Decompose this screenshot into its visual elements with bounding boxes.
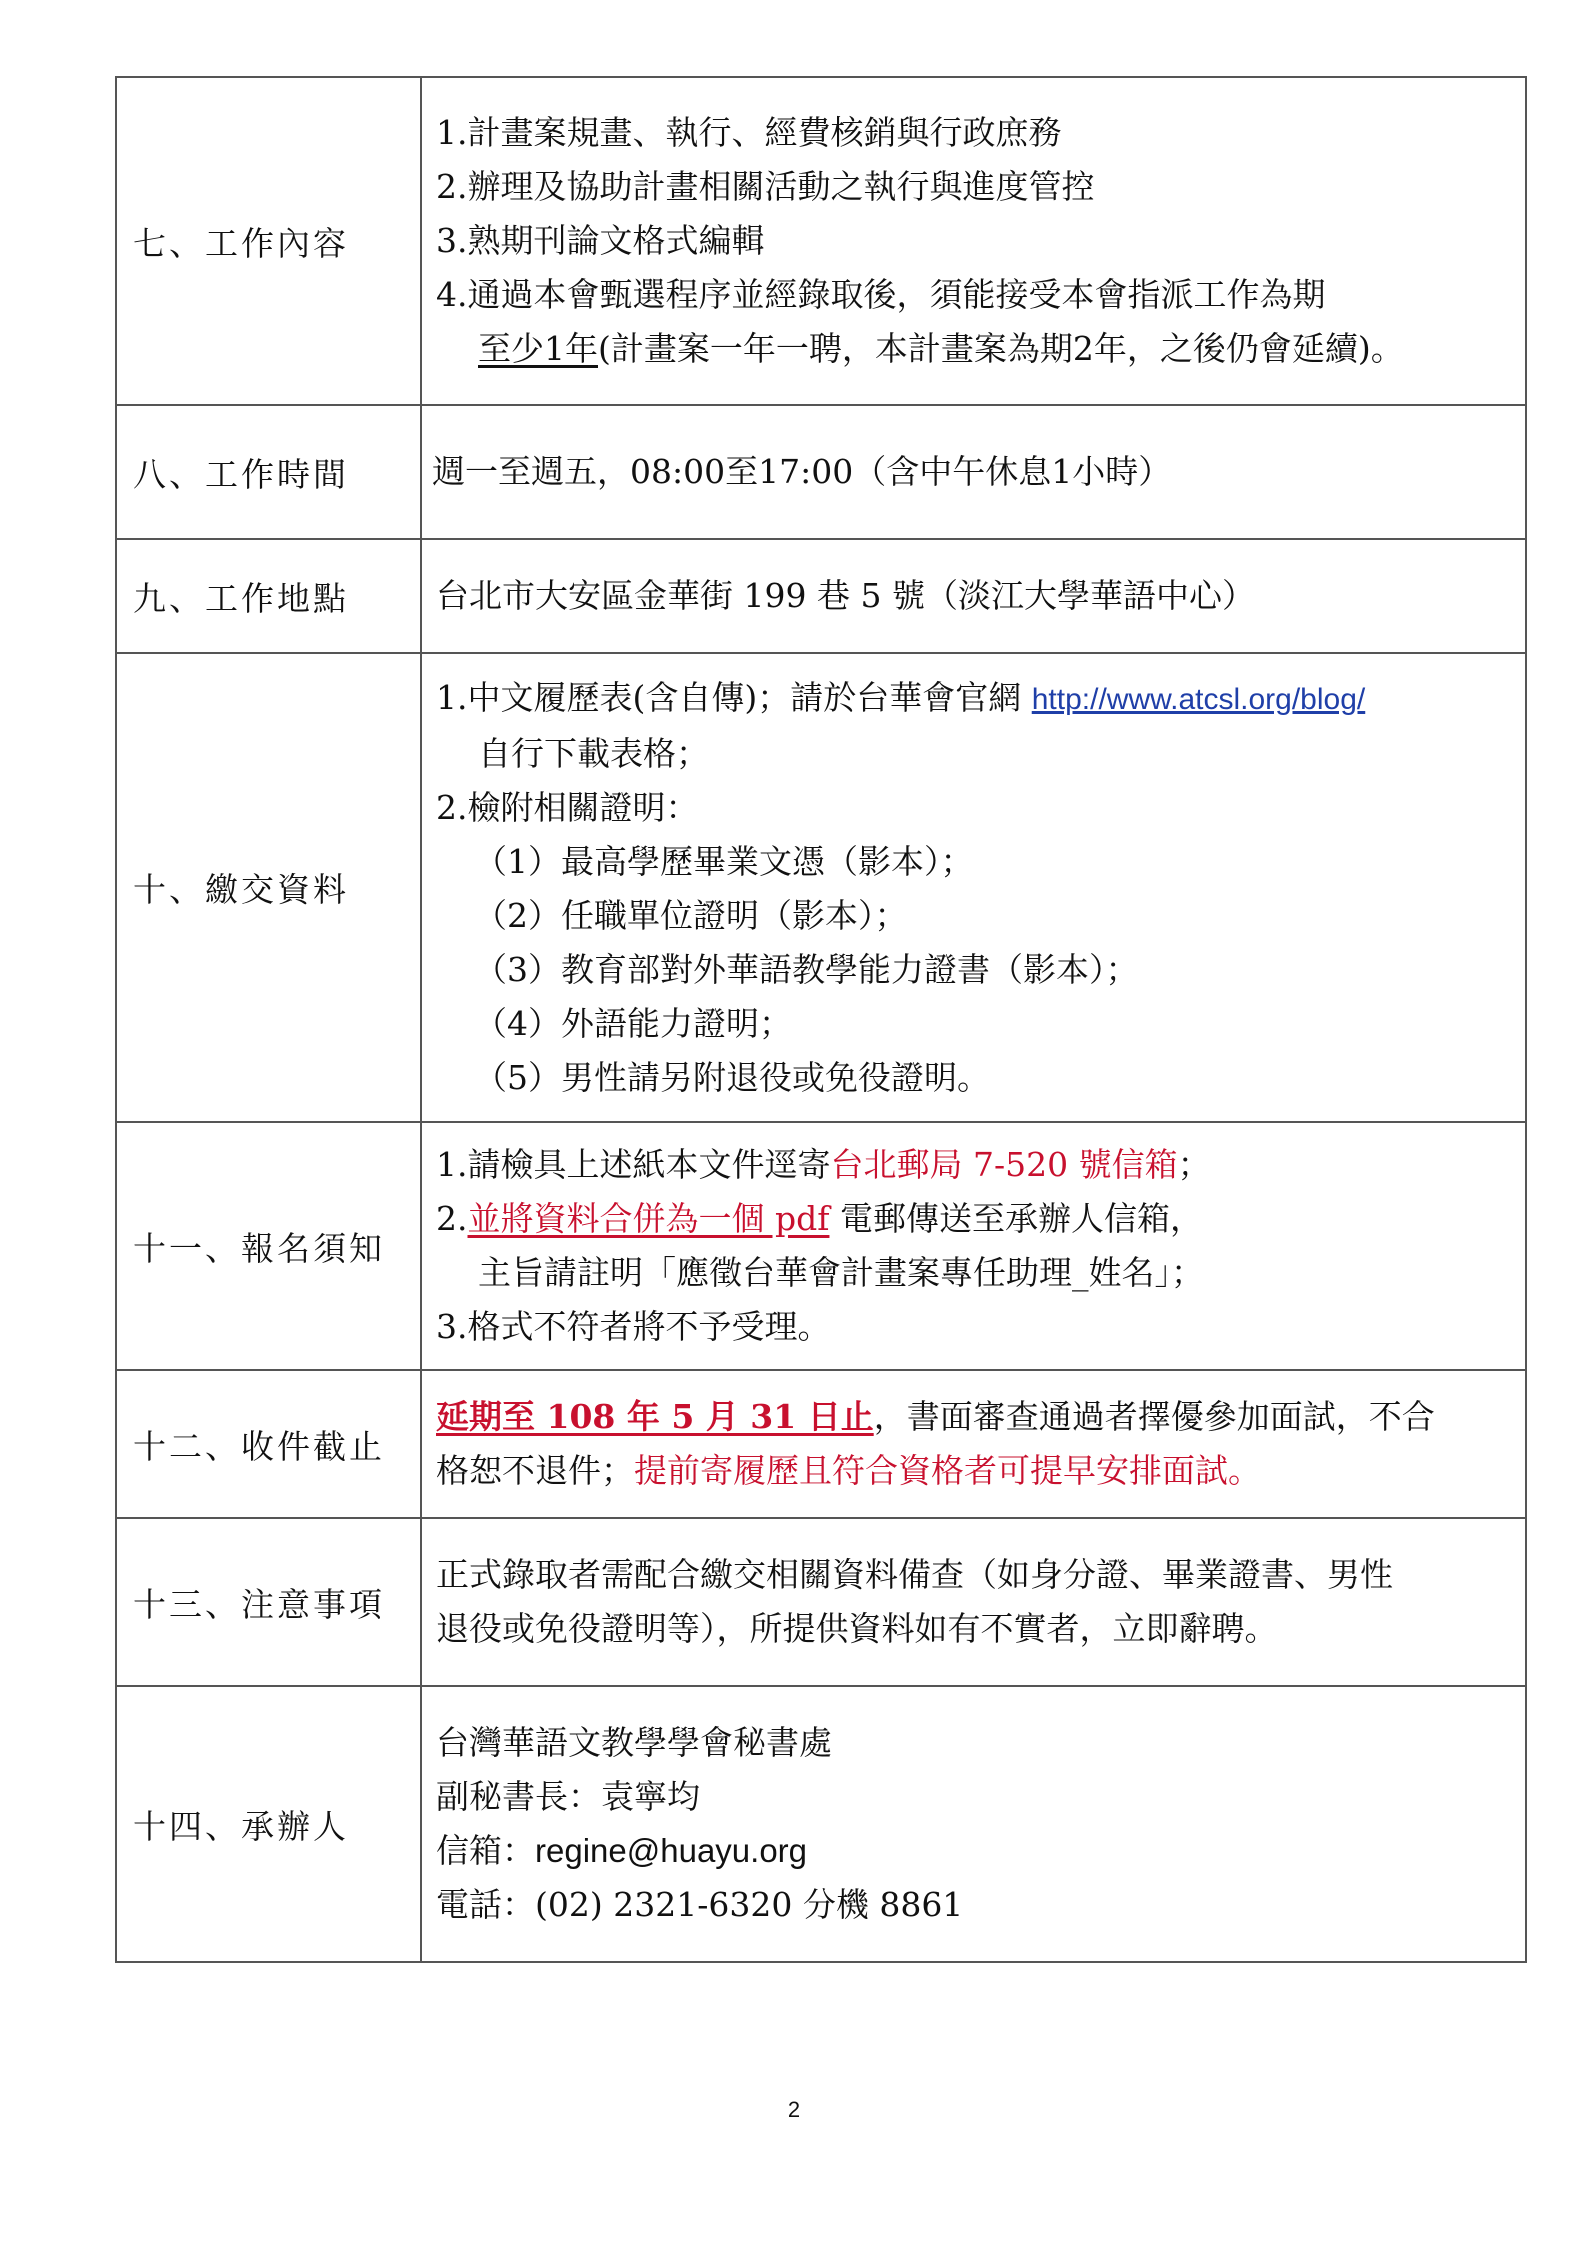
row-label: 十四、承辦人 [116,1686,421,1962]
text-line [436,1824,1511,1878]
underlined-term: 至少1年 [478,329,598,368]
text-line: 副秘書長：袁寧均 [436,1777,700,1816]
row-label: 十一、報名須知 [116,1122,421,1370]
row-label: 七、工作內容 [116,77,421,405]
text-line: 2.辦理及協助計畫相關活動之執行與進度管控 [436,167,1095,206]
text-span: ，書面審查通過者擇優參加面試，不合 [873,1397,1435,1436]
website-link[interactable]: http://www.atcsl.org/blog/ [1031,682,1366,716]
row-work-hours [116,405,1526,539]
row-content [421,1518,1526,1686]
text-line: （4）外語能力證明； [474,1003,792,1043]
text-line: 電話：(02) 2321-6320 分機 8861 [436,1885,964,1924]
text-line: 退役或免役證明等），所提供資料如有不實者，立即辭聘。 [436,1609,1278,1648]
row-notes [116,1518,1526,1686]
text-span: 電郵傳送至承辦人信箱， [829,1199,1203,1238]
text-line: 3.熟期刊論文格式編輯 [436,221,765,260]
page-number: 2 [787,2097,801,2122]
row-deadline [116,1370,1526,1518]
text-line: 4.通過本會甄選程序並經錄取後，須能接受本會指派工作為期 [436,275,1326,314]
row-contact [116,1686,1526,1962]
row-content [421,1122,1526,1370]
early-interview-note: 提前寄履歷且符合資格者可提早安排面試。 [634,1451,1261,1490]
text-line [436,1138,1511,1192]
row-content [421,1686,1526,1962]
text-line: 週一至週五，08:00至17:00（含中午休息1小時） [432,452,1172,491]
row-label: 十、繳交資料 [116,653,421,1122]
row-content [421,1370,1526,1518]
text-line: 1.計畫案規畫、執行、經費核銷與行政庶務 [436,113,1062,152]
text-line: （3）教育部對外華語教學能力證書（影本）； [474,949,1139,989]
text-span: ； [1177,1145,1211,1184]
row-job-content [116,77,1526,405]
deadline-date: 延期至 108 年 5 月 31 日止 [436,1397,874,1436]
row-label: 八、工作時間 [116,405,421,539]
pdf-instruction: 並將資料合併為一個 pdf [467,1199,830,1238]
row-documents [116,653,1526,1122]
text-line: 正式錄取者需配合繳交相關資料備查（如身分證、畢業證書、男性 [436,1555,1393,1594]
row-application-notes [116,1122,1526,1370]
text-line: 主旨請註明「應徵台華會計畫案專任助理_姓名」； [478,1253,1204,1292]
row-work-location [116,539,1526,653]
mailbox-address: 台北郵局 7-520 號信箱 [830,1145,1178,1184]
text-span: (計畫案一年一聘，本計畫案為期2年，之後仍會延續)。 [598,329,1404,368]
text-line [436,671,1511,727]
text-line: 2.檢附相關證明： [436,787,699,827]
text-line: 自行下載表格； [478,733,709,773]
text-span: 1.請檢具上述紙本文件逕寄 [436,1145,831,1184]
text-line: 台灣華語文教學學會秘書處 [436,1723,832,1762]
text-line: 3.格式不符者將不予受理。 [436,1307,831,1346]
text-line [436,322,1511,376]
row-label: 十三、注意事項 [116,1518,421,1686]
text-line [436,1444,1511,1498]
row-content [421,77,1526,405]
row-label: 九、工作地點 [116,539,421,653]
text-line: （5）男性請另附退役或免役證明。 [474,1057,990,1097]
text-line: 台北市大安區金華街 199 巷 5 號（淡江大學華語中心） [436,576,1255,615]
text-line [436,1192,1511,1246]
row-label: 十二、收件截止 [116,1370,421,1518]
text-span: 信箱： [436,1831,535,1870]
text-span: 2. [436,1199,468,1238]
text-line: （2）任職單位證明（影本）； [474,895,908,935]
text-span: 1.中文履歷表(含自傳)；請於台華會官網 [436,677,1032,717]
text-line [436,1390,1511,1444]
row-content [421,405,1526,539]
text-span: 格恕不退件； [436,1451,634,1490]
row-content [421,539,1526,653]
row-content [421,653,1526,1122]
job-posting-table [115,76,1527,1963]
text-line: （1）最高學歷畢業文憑（影本）； [474,841,974,881]
contact-email: regine@huayu.org [535,1832,808,1869]
